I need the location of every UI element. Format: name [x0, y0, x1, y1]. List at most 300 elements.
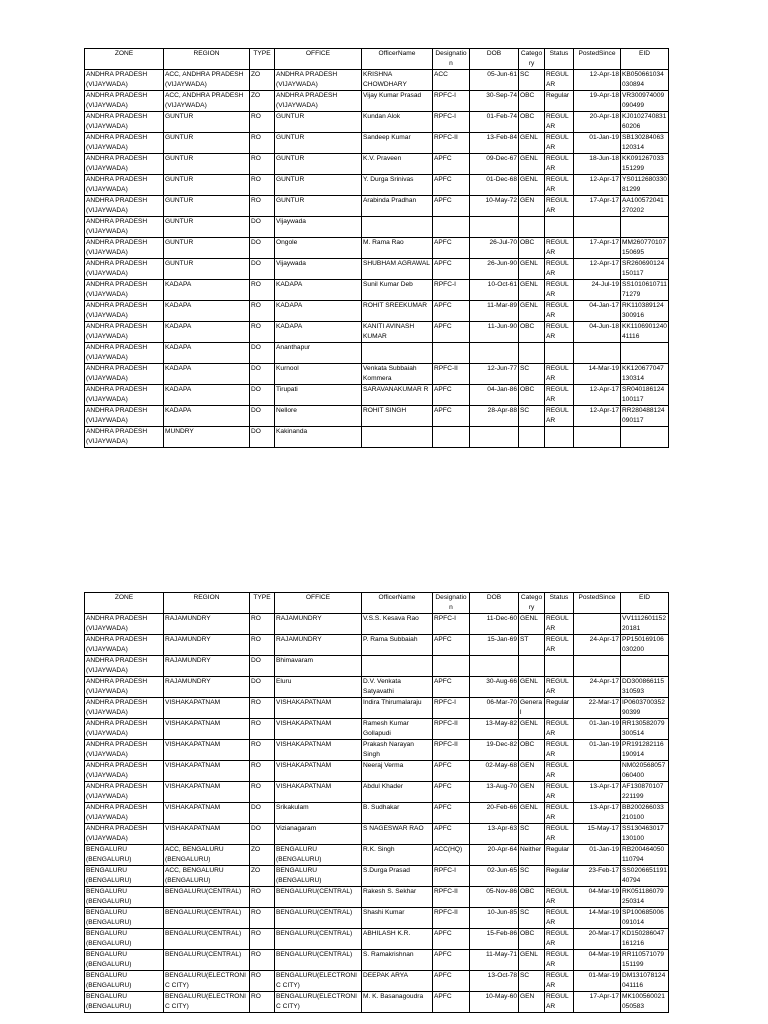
table-cell: ANDHRA PRADESH (VIJAYWADA)	[85, 280, 164, 301]
table-cell: RR130582079300514	[621, 719, 669, 740]
table-cell: SC	[519, 406, 545, 427]
table-cell: RO	[250, 635, 275, 656]
table-cell: VISHAKAPATNAM	[164, 782, 250, 803]
table-cell: ANDHRA PRADESH (VIJAYWADA)	[85, 782, 164, 803]
table-cell: R.K. Singh	[362, 845, 433, 866]
table-cell: GUNTUR	[164, 196, 250, 217]
table-cell: BENGALURU (BENGALURU)	[85, 887, 164, 908]
table-cell: BENGALURU(ELECTRONIC CITY)	[164, 992, 250, 1013]
table-row	[85, 91, 669, 112]
table-cell: REGULAR	[545, 280, 574, 301]
table-cell: GUNTUR	[164, 175, 250, 196]
table-cell: Bhimavaram	[275, 656, 362, 677]
table-cell: P. Rama Subbaiah	[362, 635, 433, 656]
table-cell: DO	[250, 427, 275, 448]
table-cell: ZO	[250, 91, 275, 112]
table-row	[85, 343, 669, 364]
column-header: TYPE	[250, 593, 275, 614]
table-cell: OBC	[519, 112, 545, 133]
table-cell: APFC	[433, 406, 470, 427]
table-cell: ANDHRA PRADESH (VIJAYWADA)	[85, 238, 164, 259]
table-cell: ANDHRA PRADESH (VIJAYWADA)	[85, 343, 164, 364]
table-cell: APFC	[433, 301, 470, 322]
table-cell: DO	[250, 803, 275, 824]
table-cell: GENL	[519, 614, 545, 635]
table-cell	[545, 427, 574, 448]
table-row	[85, 217, 669, 238]
table-cell: RPFC-II	[433, 740, 470, 761]
table-cell: REGULAR	[545, 175, 574, 196]
table-cell: RO	[250, 719, 275, 740]
table-row	[85, 614, 669, 635]
table-cell: BENGALURU (BENGALURU)	[85, 971, 164, 992]
table-cell: KK110690124041116	[621, 322, 669, 343]
table-cell: 01-Jan-19	[574, 133, 621, 154]
table-cell: AF130870107221199	[621, 782, 669, 803]
table-row	[85, 406, 669, 427]
table-cell: KK091267033151299	[621, 154, 669, 175]
table-cell: 01-Jan-19	[574, 719, 621, 740]
table-cell: GENL	[519, 719, 545, 740]
table-row	[85, 698, 669, 719]
table-cell	[519, 217, 545, 238]
table-cell: ABHILASH K.R.	[362, 929, 433, 950]
table-cell: 10-Jun-85	[470, 908, 519, 929]
table-cell: 01-Jan-19	[574, 740, 621, 761]
table-cell: IP060370035290399	[621, 698, 669, 719]
table-cell: DO	[250, 259, 275, 280]
table-cell: RPFC-II	[433, 887, 470, 908]
table-cell: RAJAMUNDRY	[275, 635, 362, 656]
table-cell: Vijaywada	[275, 217, 362, 238]
table-cell: SC	[519, 908, 545, 929]
table-cell: DO	[250, 343, 275, 364]
table-cell	[621, 217, 669, 238]
table-cell: REGULAR	[545, 70, 574, 91]
table-cell: ANDHRA PRADESH (VIJAYWADA)	[85, 427, 164, 448]
officer-table-1	[84, 48, 669, 448]
table-cell: Vizianagaram	[275, 824, 362, 845]
table-cell: VISHAKAPATNAM	[164, 740, 250, 761]
table-cell: 23-Feb-17	[574, 866, 621, 887]
table-cell: S. Ramakrishnan	[362, 950, 433, 971]
table-cell: APFC	[433, 929, 470, 950]
table-cell: BENGALURU (BENGALURU)	[85, 992, 164, 1013]
table-cell: OBC	[519, 238, 545, 259]
table-cell: Regular	[545, 91, 574, 112]
table-cell: 04-Jun-18	[574, 322, 621, 343]
table-cell: APFC	[433, 950, 470, 971]
table-row	[85, 635, 669, 656]
table-cell: KADAPA	[275, 280, 362, 301]
table-cell: RO	[250, 280, 275, 301]
table-cell: ST	[519, 635, 545, 656]
table-cell: APFC	[433, 803, 470, 824]
table-cell	[621, 343, 669, 364]
table-cell: ANDHRA PRADESH (VIJAYWADA)	[85, 740, 164, 761]
table-cell	[433, 343, 470, 364]
header-row	[85, 593, 669, 614]
table-cell: S.Durga Prasad	[362, 866, 433, 887]
table-cell: REGULAR	[545, 196, 574, 217]
table-cell	[519, 343, 545, 364]
table-cell: REGULAR	[545, 782, 574, 803]
table-cell: BENGALURU(CENTRAL)	[164, 950, 250, 971]
header-row	[85, 49, 669, 70]
table-row	[85, 175, 669, 196]
table-cell: ANDHRA PRADESH (VIJAYWADA)	[85, 635, 164, 656]
table-cell: Abdul Khader	[362, 782, 433, 803]
table-cell: 13-Feb-84	[470, 133, 519, 154]
table-cell: DEEPAK ARYA	[362, 971, 433, 992]
table-cell: Kakinanda	[275, 427, 362, 448]
table-cell: APFC	[433, 971, 470, 992]
table-cell: ANDHRA PRADESH (VIJAYWADA)	[85, 364, 164, 385]
column-header: DOB	[470, 593, 519, 614]
table-cell: REGULAR	[545, 929, 574, 950]
table-cell: GENL	[519, 259, 545, 280]
table-row	[85, 992, 669, 1013]
table-cell: 09-Dec-67	[470, 154, 519, 175]
table-row	[85, 427, 669, 448]
table-row	[85, 719, 669, 740]
table-cell: Arabinda Pradhan	[362, 196, 433, 217]
table-cell: REGULAR	[545, 971, 574, 992]
table-cell	[621, 427, 669, 448]
table-cell: RO	[250, 740, 275, 761]
table-cell: KK120677047130314	[621, 364, 669, 385]
table-row	[85, 845, 669, 866]
table-cell: VISHAKAPATNAM	[164, 719, 250, 740]
table-cell: KRISHNA CHOWDHARY	[362, 70, 433, 91]
table-cell: VISHAKAPATNAM	[164, 761, 250, 782]
table-cell: REGULAR	[545, 238, 574, 259]
table-cell: ZO	[250, 866, 275, 887]
table-cell: GUNTUR	[164, 154, 250, 175]
table-cell: DO	[250, 217, 275, 238]
table-cell: SC	[519, 824, 545, 845]
table-row	[85, 929, 669, 950]
table-cell: 15-Jan-69	[470, 635, 519, 656]
table-cell: ANDHRA PRADESH (VIJAYWADA)	[85, 322, 164, 343]
table-cell: GEN	[519, 782, 545, 803]
table-cell: 14-Mar-19	[574, 364, 621, 385]
table-cell: REGULAR	[545, 154, 574, 175]
table-cell	[362, 343, 433, 364]
table-row	[85, 740, 669, 761]
column-header: ZONE	[85, 593, 164, 614]
table-cell: 18-Jun-18	[574, 154, 621, 175]
table-cell: KADAPA	[275, 301, 362, 322]
table-cell: RR110571079151199	[621, 950, 669, 971]
table-cell: OBC	[519, 887, 545, 908]
column-header: REGION	[164, 593, 250, 614]
table-cell: 13-Oct-78	[470, 971, 519, 992]
table-cell: 01-Jan-19	[574, 845, 621, 866]
table-row	[85, 154, 669, 175]
table-cell: 01-Dec-68	[470, 175, 519, 196]
table-cell: APFC	[433, 196, 470, 217]
table-cell: RO	[250, 322, 275, 343]
table-cell: 20-Mar-17	[574, 929, 621, 950]
table-cell: REGULAR	[545, 133, 574, 154]
table-cell: VISHAKAPATNAM	[275, 698, 362, 719]
table-cell: BENGALURU(CENTRAL)	[164, 908, 250, 929]
table-cell: ACC, ANDHRA PRADESH (VIJAYWADA)	[164, 91, 250, 112]
table-cell: Kurnool	[275, 364, 362, 385]
table-cell: GUNTUR	[275, 112, 362, 133]
table-cell	[362, 217, 433, 238]
table-cell: SR260690124150117	[621, 259, 669, 280]
table-cell: RAJAMUNDRY	[164, 677, 250, 698]
table-cell: REGULAR	[545, 301, 574, 322]
table-cell: GENL	[519, 803, 545, 824]
column-header: TYPE	[250, 49, 275, 70]
column-header: Designation	[433, 49, 470, 70]
table-cell: KB050661034030894	[621, 70, 669, 91]
table-cell: RAJAMUNDRY	[164, 656, 250, 677]
table-row	[85, 677, 669, 698]
table-cell: BENGALURU (BENGALURU)	[275, 866, 362, 887]
table-cell: REGULAR	[545, 614, 574, 635]
column-header: ZONE	[85, 49, 164, 70]
table-cell: ANDHRA PRADESH (VIJAYWADA)	[85, 385, 164, 406]
table-cell: RK110389124300916	[621, 301, 669, 322]
table-cell: REGULAR	[545, 364, 574, 385]
table-cell: DO	[250, 656, 275, 677]
table-cell: REGULAR	[545, 824, 574, 845]
table-cell: KADAPA	[164, 364, 250, 385]
table-cell: ANDHRA PRADESH (VIJAYWADA)	[85, 154, 164, 175]
table-cell: DO	[250, 824, 275, 845]
column-header: Category	[519, 593, 545, 614]
table-cell: Sandeep Kumar	[362, 133, 433, 154]
table-cell: APFC	[433, 635, 470, 656]
table-cell: Neither	[519, 845, 545, 866]
table-cell: Regular	[545, 845, 574, 866]
table-cell: 05-Jun-61	[470, 70, 519, 91]
table-cell: 19-Dec-82	[470, 740, 519, 761]
table-cell: REGULAR	[545, 406, 574, 427]
table-cell: KADAPA	[164, 301, 250, 322]
table-row	[85, 971, 669, 992]
table-row	[85, 280, 669, 301]
table-cell: 20-Apr-64	[470, 845, 519, 866]
table-cell: 06-Mar-70	[470, 698, 519, 719]
table-cell: Nellore	[275, 406, 362, 427]
table-cell: GENL	[519, 677, 545, 698]
table-row	[85, 950, 669, 971]
table-cell: 17-Apr-17	[574, 196, 621, 217]
table-row	[85, 112, 669, 133]
table-cell: BENGALURU (BENGALURU)	[85, 929, 164, 950]
table-cell: OBC	[519, 929, 545, 950]
table-cell: GEN	[519, 992, 545, 1013]
table-cell: Vijaywada	[275, 259, 362, 280]
table-cell: 13-Aug-70	[470, 782, 519, 803]
table-cell: ANDHRA PRADESH (VIJAYWADA)	[85, 803, 164, 824]
table-cell: APFC	[433, 761, 470, 782]
table-cell: 10-May-72	[470, 196, 519, 217]
column-header: REGION	[164, 49, 250, 70]
table-row	[85, 824, 669, 845]
table-cell: APFC	[433, 992, 470, 1013]
table-cell: 02-May-68	[470, 761, 519, 782]
table-cell: REGULAR	[545, 803, 574, 824]
table-cell: SS130463017130100	[621, 824, 669, 845]
officer-table-2	[84, 592, 669, 1013]
table-cell: ACC, BENGALURU (BENGALURU)	[164, 845, 250, 866]
table-cell: DO	[250, 406, 275, 427]
table-cell: BENGALURU(CENTRAL)	[164, 887, 250, 908]
column-header: PostedSince	[574, 49, 621, 70]
table-cell: SP100685006091014	[621, 908, 669, 929]
table-cell: AA100572041270202	[621, 196, 669, 217]
table-cell: KADAPA	[164, 385, 250, 406]
table-cell: 01-Feb-74	[470, 112, 519, 133]
column-header: DOB	[470, 49, 519, 70]
table-cell: RO	[250, 782, 275, 803]
table-cell: ANDHRA PRADESH (VIJAYWADA)	[85, 824, 164, 845]
table-cell: Prakash Narayan Singh	[362, 740, 433, 761]
table-cell: VISHAKAPATNAM	[164, 698, 250, 719]
table-cell: VR300974009090499	[621, 91, 669, 112]
table-cell: PP150169106030200	[621, 635, 669, 656]
table-cell: YS011268033081299	[621, 175, 669, 196]
table-cell: ANDHRA PRADESH (VIJAYWADA)	[85, 698, 164, 719]
table-cell: SARAVANAKUMAR R	[362, 385, 433, 406]
table-cell: 26-Jul-70	[470, 238, 519, 259]
table-cell: RPFC-II	[433, 133, 470, 154]
table-cell: Neeraj Verma	[362, 761, 433, 782]
table-cell: Rakesh S. Sekhar	[362, 887, 433, 908]
table-cell: OBC	[519, 385, 545, 406]
table-cell: Y. Durga Srinivas	[362, 175, 433, 196]
table-cell: KADAPA	[275, 322, 362, 343]
table-cell: GUNTUR	[275, 133, 362, 154]
table-cell: 20-Apr-18	[574, 112, 621, 133]
table-cell: RPFC-I	[433, 866, 470, 887]
table-cell	[621, 656, 669, 677]
table-cell: REGULAR	[545, 992, 574, 1013]
table-row	[85, 259, 669, 280]
table-cell: 30-Aug-66	[470, 677, 519, 698]
table-cell: M. K. Basanagoudra	[362, 992, 433, 1013]
table-cell: GUNTUR	[275, 196, 362, 217]
table-cell: 11-Jun-90	[470, 322, 519, 343]
table-cell: 11-Dec-60	[470, 614, 519, 635]
table-cell: DO	[250, 238, 275, 259]
table-row	[85, 656, 669, 677]
table-cell: ANDHRA PRADESH (VIJAYWADA)	[85, 175, 164, 196]
table-cell: REGULAR	[545, 719, 574, 740]
table-cell: VISHAKAPATNAM	[164, 824, 250, 845]
table-cell: Vijay Kumar Prasad	[362, 91, 433, 112]
table-cell: BENGALURU(CENTRAL)	[275, 950, 362, 971]
table-cell: ZO	[250, 845, 275, 866]
column-header: OfficerName	[362, 593, 433, 614]
table-cell	[545, 343, 574, 364]
table-cell	[433, 217, 470, 238]
table-cell: 10-May-60	[470, 992, 519, 1013]
table-cell: REGULAR	[545, 322, 574, 343]
table-cell: RO	[250, 698, 275, 719]
table-cell: GENL	[519, 301, 545, 322]
table-row	[85, 196, 669, 217]
table-cell: ANDHRA PRADESH (VIJAYWADA)	[85, 196, 164, 217]
table-cell: RO	[250, 196, 275, 217]
table-cell: ACC, ANDHRA PRADESH (VIJAYWADA)	[164, 70, 250, 91]
table-row	[85, 133, 669, 154]
table-cell: RPFC-I	[433, 280, 470, 301]
table-cell: SC	[519, 866, 545, 887]
table-cell: ANDHRA PRADESH (VIJAYWADA)	[85, 656, 164, 677]
table-row	[85, 782, 669, 803]
table-row	[85, 385, 669, 406]
table-cell: GUNTUR	[164, 217, 250, 238]
table-cell: RPFC-I	[433, 614, 470, 635]
table-cell: 30-Sep-74	[470, 91, 519, 112]
table-cell: ACC, BENGALURU (BENGALURU)	[164, 866, 250, 887]
table-cell: GEN	[519, 761, 545, 782]
table-cell: 04-Jan-86	[470, 385, 519, 406]
table-cell: KADAPA	[164, 280, 250, 301]
table-cell: ROHIT SREEKUMAR	[362, 301, 433, 322]
table-cell: 17-Apr-17	[574, 238, 621, 259]
column-header: Category	[519, 49, 545, 70]
table-cell: BENGALURU(CENTRAL)	[164, 929, 250, 950]
table-cell: RPFC-II	[433, 719, 470, 740]
table-cell: RPFC-I	[433, 698, 470, 719]
table-cell: RPFC-I	[433, 91, 470, 112]
table-cell: VISHAKAPATNAM	[275, 782, 362, 803]
table-cell: REGULAR	[545, 950, 574, 971]
column-header: OFFICE	[275, 49, 362, 70]
table-cell: REGULAR	[545, 761, 574, 782]
table-cell	[574, 614, 621, 635]
table-cell: 22-Mar-17	[574, 698, 621, 719]
table-row	[85, 301, 669, 322]
table-cell: REGULAR	[545, 259, 574, 280]
table-cell: 11-Mar-89	[470, 301, 519, 322]
table-cell: RO	[250, 971, 275, 992]
table-cell: ANDHRA PRADESH (VIJAYWADA)	[85, 614, 164, 635]
table-cell: 10-Oct-61	[470, 280, 519, 301]
table-cell: Indira Thirumalaraju	[362, 698, 433, 719]
table-cell: RAJAMUNDRY	[275, 614, 362, 635]
table-cell: RPFC-II	[433, 364, 470, 385]
table-cell: APFC	[433, 175, 470, 196]
table-cell: Srikakulam	[275, 803, 362, 824]
table-cell: BENGALURU (BENGALURU)	[275, 845, 362, 866]
table-cell: APFC	[433, 782, 470, 803]
table-cell: RO	[250, 175, 275, 196]
table-cell: GENL	[519, 154, 545, 175]
table-cell: 02-Jun-65	[470, 866, 519, 887]
table-cell	[519, 427, 545, 448]
table-cell: ANDHRA PRADESH (VIJAYWADA)	[85, 70, 164, 91]
table-cell: APFC	[433, 824, 470, 845]
table-cell: 13-Apr-17	[574, 782, 621, 803]
table-cell: DM131078124041116	[621, 971, 669, 992]
table-cell: APFC	[433, 385, 470, 406]
table-cell: REGULAR	[545, 740, 574, 761]
table-cell: RK051186079250314	[621, 887, 669, 908]
table-cell: BENGALURU(CENTRAL)	[275, 929, 362, 950]
table-cell: SR040186124100117	[621, 385, 669, 406]
table-cell: RPFC-II	[433, 908, 470, 929]
table-cell: GENL	[519, 133, 545, 154]
